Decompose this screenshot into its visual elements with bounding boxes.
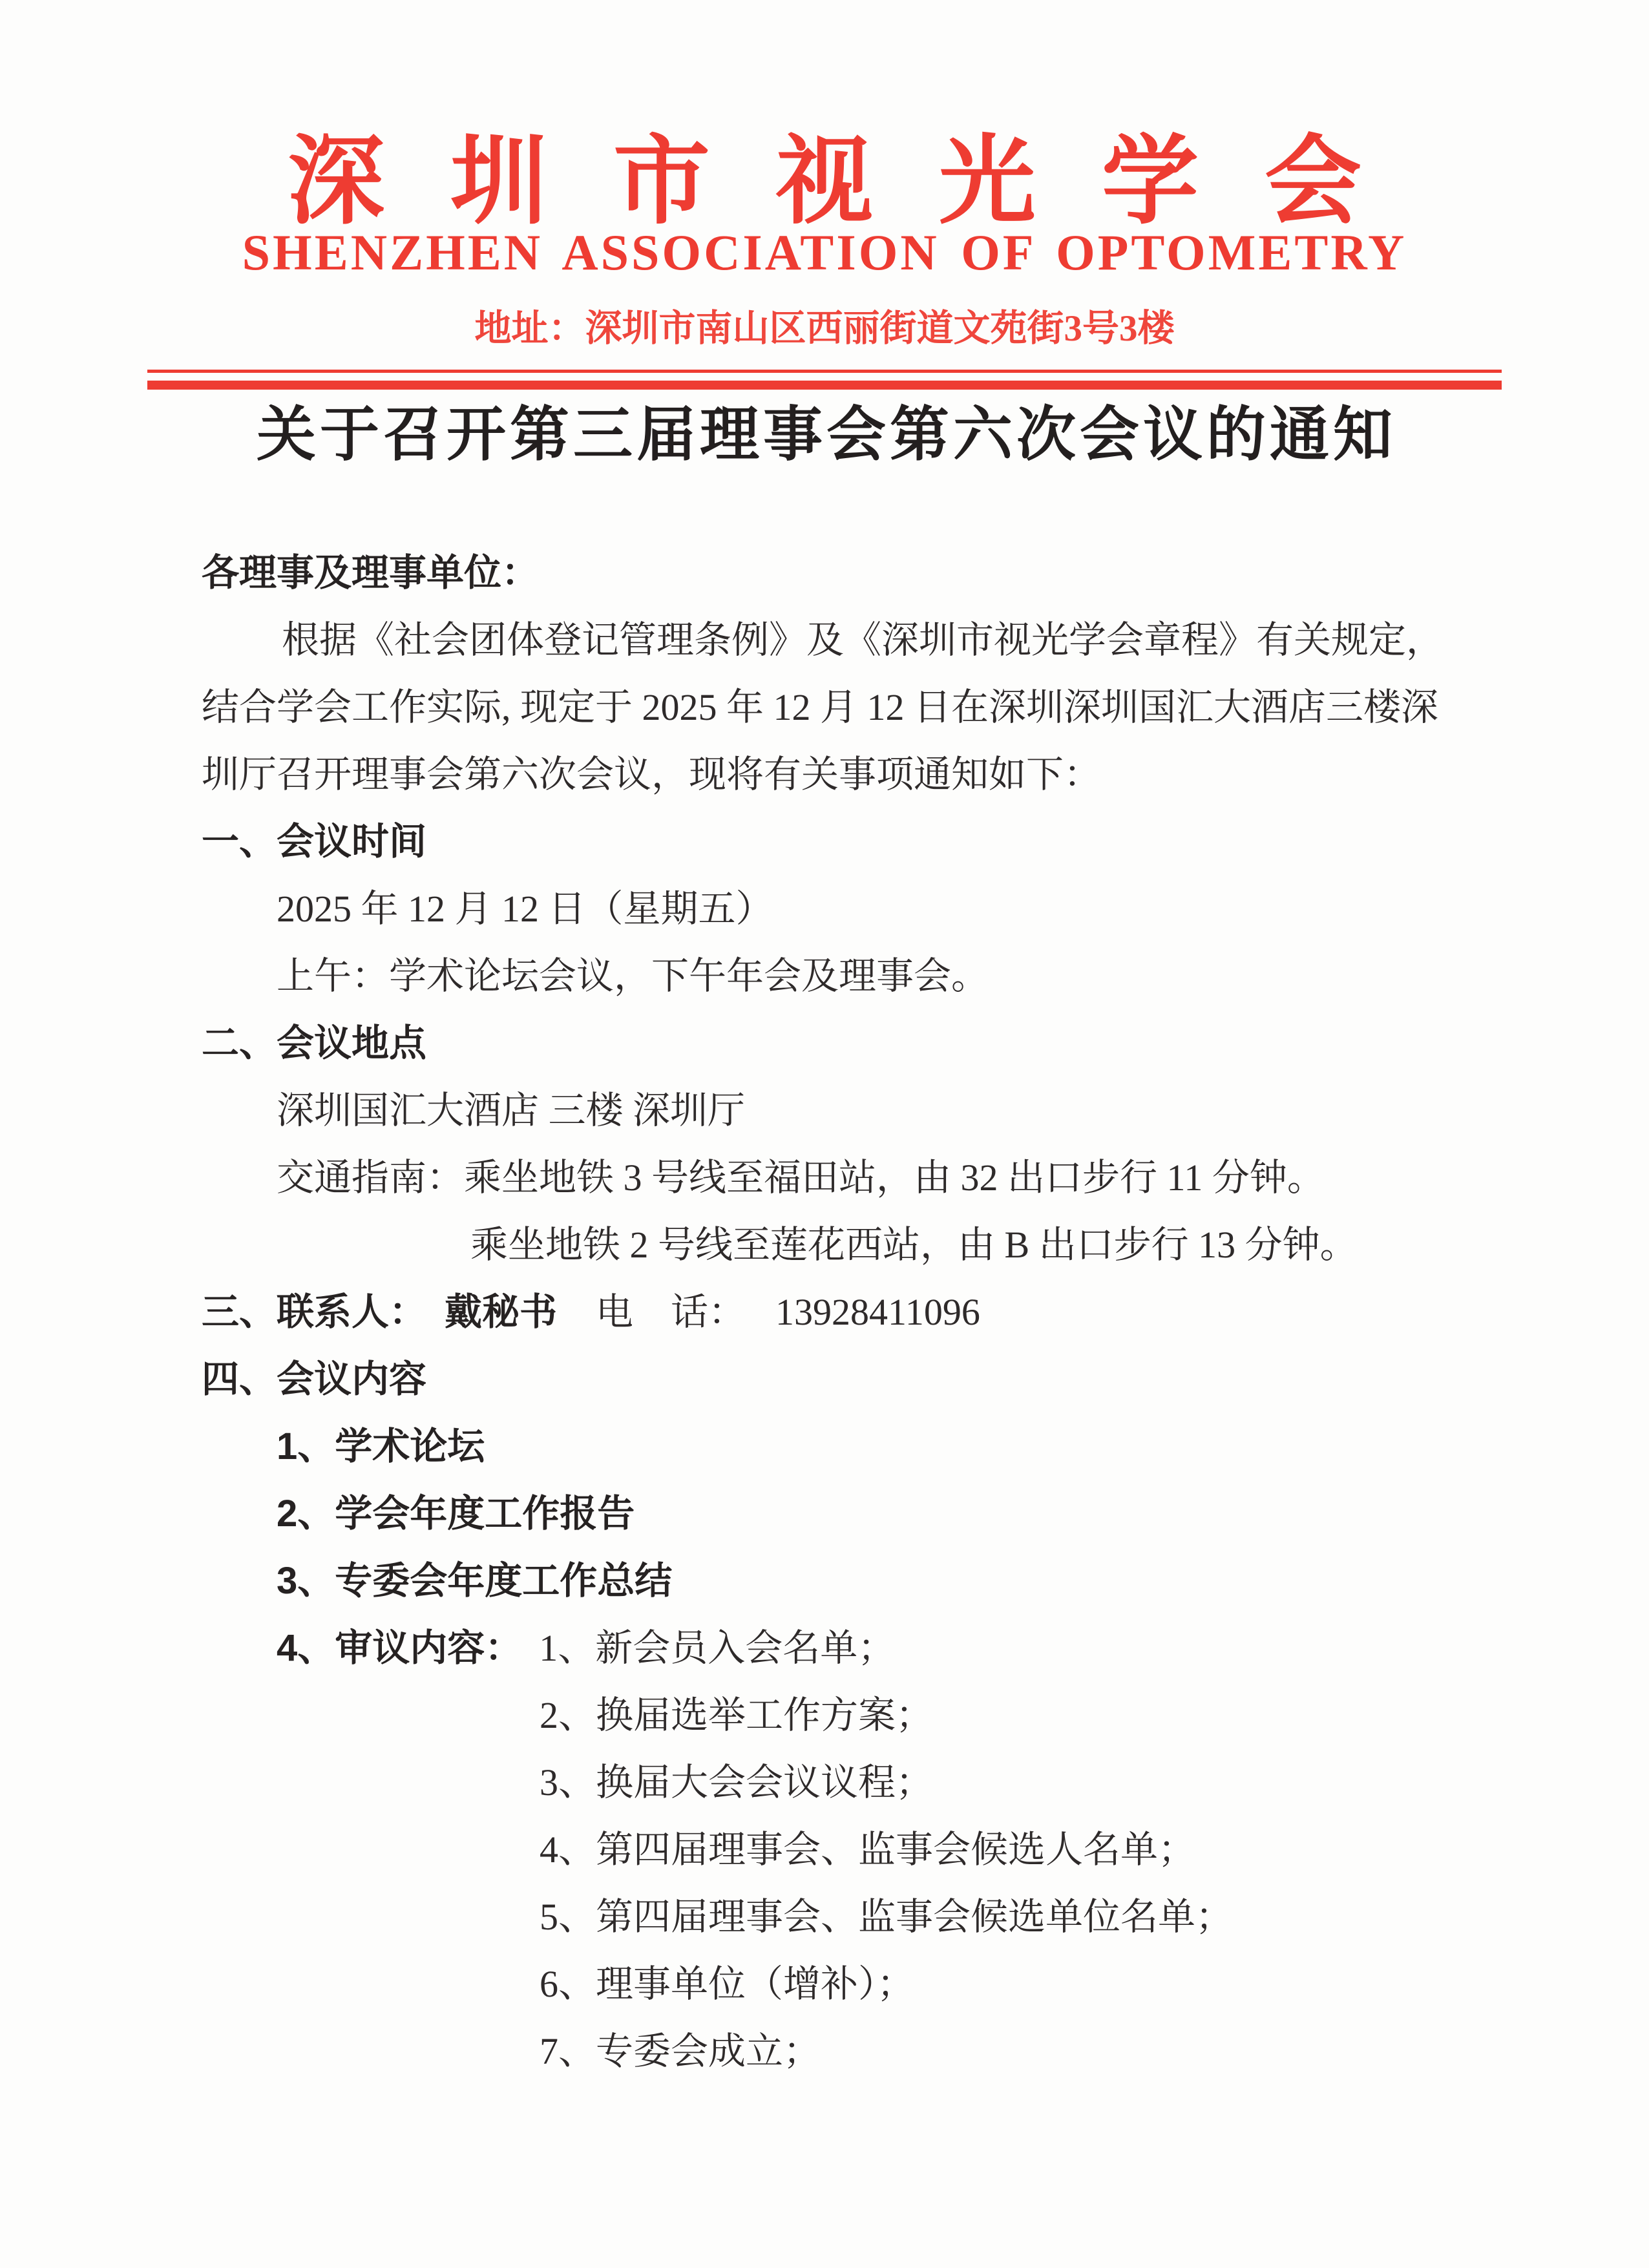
review-item-2: 2、换届选举工作方案； (540, 1694, 934, 1736)
phone-label: 电 话： (596, 1291, 746, 1333)
salutation: 各理事及理事单位： (202, 552, 540, 594)
org-name-cn-text: 深圳市视光学会 (287, 129, 1427, 236)
meeting-schedule: 上午：学术论坛会议，下午年会及理事会。 (277, 955, 989, 997)
agenda-item-2: 2、学会年度工作报告 (277, 1493, 635, 1535)
transport-line-1: 交通指南：乘坐地铁 3 号线至福田站，由 32 出口步行 11 分钟。 (277, 1157, 1325, 1199)
intro-line-3: 圳厅召开理事会第六次会议，现将有关事项通知如下： (202, 753, 1102, 795)
header-divider-thin (147, 370, 1502, 373)
review-label: 4、审议内容： (277, 1627, 523, 1669)
org-name-cn (0, 128, 1649, 236)
review-item-5: 5、第四届理事会、监事会候选单位名单； (540, 1896, 1234, 1938)
meeting-date: 2025 年 12 月 12 日（星期五） (277, 888, 773, 930)
transport-line-2: 乘坐地铁 2 号线至莲花西站，由 B 出口步行 13 分钟。 (470, 1224, 1358, 1266)
agenda-item-3: 3、专委会年度工作总结 (277, 1560, 673, 1602)
venue-line: 深圳国汇大酒店 三楼 深圳厅 (277, 1089, 746, 1131)
doc-title (0, 398, 1649, 472)
doc-title-text: 关于召开第三届理事会第六次会议的通知 (256, 402, 1396, 468)
review-item-1: 1、新会员入会名单； (539, 1627, 896, 1669)
section4-heading: 四、会议内容 (202, 1358, 427, 1400)
contact-line (202, 1279, 1450, 1346)
review-line-1 (202, 1615, 1450, 1682)
contact-heading: 三、联系人： (202, 1291, 427, 1333)
header-divider-thick (147, 381, 1502, 390)
intro-line-2: 结合学会工作实际, 现定于 2025 年 12 月 12 日在深圳深圳国汇大酒店三楼深 (202, 686, 1439, 728)
org-address: 地址：深圳市南山区西丽街道文苑街3号3楼 (474, 308, 1175, 349)
section2-heading: 二、会议地点 (202, 1022, 427, 1064)
contact-name: 戴秘书 (445, 1291, 558, 1333)
agenda-item-1: 1、学术论坛 (277, 1425, 485, 1467)
review-item-7: 7、专委会成立； (540, 2030, 821, 2072)
phone-number: 13928411096 (775, 1291, 980, 1333)
notice-body (202, 540, 1450, 2085)
review-item-4: 4、第四届理事会、监事会候选人名单； (540, 1829, 1196, 1871)
review-item-6: 6、理事单位（增补）； (540, 1963, 915, 2005)
review-item-3: 3、换届大会会议议程； (540, 1761, 934, 1803)
intro-line-1: 根据《社会团体登记管理条例》及《深圳市视光学会章程》有关规定， (282, 619, 1444, 661)
section1-heading: 一、会议时间 (202, 821, 427, 863)
org-name-en: SHENZHEN ASSOCIATION OF OPTOMETRY (242, 224, 1407, 280)
